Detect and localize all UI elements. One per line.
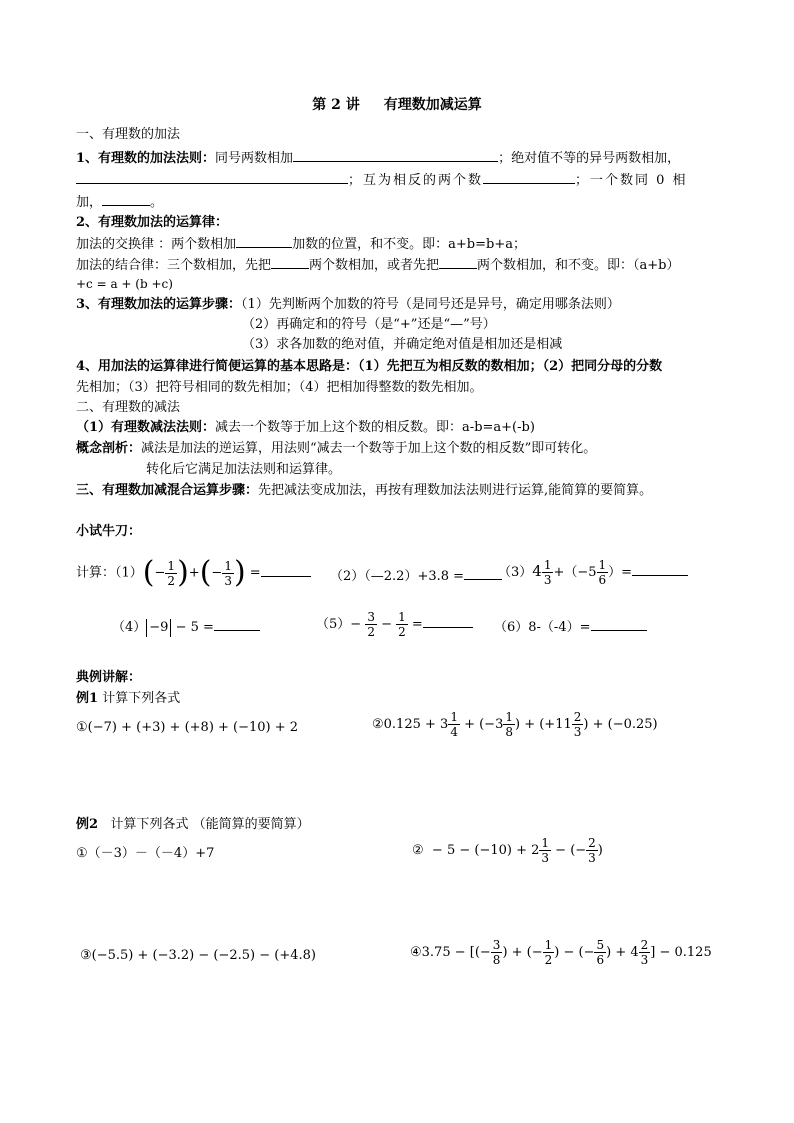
problem-number: （3） [498, 565, 533, 580]
lecture-number: 第 2 讲 [312, 97, 360, 113]
step-3: （3）求各加数的绝对值，并确定绝对值是相加还是相减 [242, 337, 563, 352]
rule-text: 。 [150, 195, 164, 210]
problem-text: （6）8-（-4）= [494, 620, 591, 635]
answer-blank[interactable] [76, 169, 348, 184]
rule-text: ；互为相反的两个数 [348, 173, 484, 188]
rule-text: ；绝对值不等的异号两数相加， [498, 151, 681, 166]
answer-blank[interactable] [102, 191, 150, 206]
rule-text: 同号两数相加 [215, 151, 294, 166]
mixed-operation-steps [76, 481, 652, 501]
example-2-heading [76, 815, 310, 835]
example-text: 计算下列各式 （能简算的要简算） [110, 817, 310, 832]
answer-blank[interactable] [591, 616, 647, 631]
rule-text: 加， [76, 195, 103, 210]
answer-blank[interactable] [464, 565, 502, 580]
subtraction-rule [76, 418, 535, 438]
example-2-question-2: ② − 5 − (−10) + 2 $\frac{1}{3}$ − (− $\frac{2}{3}$ ) [412, 836, 603, 865]
example-1-question-1: ①(−7) + (+3) + (+8) + (−10) + 2 [76, 720, 299, 735]
concept-analysis-2: 转化后它满足加法法则和运算律。 [146, 462, 342, 477]
practice-problem-4: （4） −9 − 5 = [112, 616, 260, 638]
example-label: 例2 [76, 817, 99, 832]
addition-rule-label: 1、有理数的加法法则： [76, 151, 216, 166]
example-label: 例1 [76, 691, 99, 706]
steps-label: 3、有理数加法的运算步骤： [76, 297, 242, 312]
practice-problem-3: （3）4 $\frac{1}{3}$ +（−5 $\frac{1}{6}$ ）= [498, 558, 688, 587]
answer-blank[interactable] [632, 561, 688, 576]
example-text: 计算下列各式 [102, 691, 181, 706]
answer-blank[interactable] [271, 254, 309, 269]
problem-number: （1） [115, 565, 143, 581]
example-2-question-3: ③(−5.5) + (−3.2) − (−2.5) − (+4.8) [80, 948, 316, 963]
addition-rule-line-3 [76, 191, 163, 213]
simplify-idea-1 [76, 357, 662, 377]
simplify-idea-2: 先相加；（3）把符号相同的数先相加；（4）把相加得整数的数先相加。 [76, 380, 483, 395]
answer-blank[interactable] [439, 254, 477, 269]
answer-blank[interactable] [293, 147, 498, 162]
answer-blank[interactable] [261, 562, 311, 577]
rule-text: 减去一个数等于加上这个数的相反数。即：a-b=a+(-b) [215, 420, 535, 435]
example-1-heading [76, 689, 180, 709]
practice-problem-2 [330, 565, 502, 587]
concept-analysis [76, 439, 596, 459]
example-2-question-1: ①（－3）－（－4）+7 [76, 846, 215, 861]
rule-text: ；一个数同 0 相 [575, 173, 688, 188]
problem-number: （4） [112, 620, 147, 635]
practice-row-1: 计算：（1）(− $\frac{1}{2}$ )+(− $\frac{1}{3}$ ) = [76, 558, 311, 588]
calc-label: 计算： [76, 565, 116, 581]
answer-blank[interactable] [236, 233, 292, 248]
concept-label: 概念剖析： [76, 441, 142, 456]
example-1-question-2: ②0.125 + 3 $\frac{1}{4}$ + (−3 $\frac{1}{8}$ ) + (+11 $\frac{2}{3}$ ) + (−0.25) [372, 710, 658, 739]
law-text: 加数的位置，和不变。即：a+b=b+a； [292, 237, 526, 252]
addition-steps [76, 295, 620, 315]
practice-problem-6 [494, 616, 647, 638]
addition-rule-line-2 [76, 169, 688, 191]
answer-blank[interactable] [423, 613, 473, 628]
subtraction-rule-label: （1）有理数减法法则： [76, 420, 216, 435]
fraction: $\frac{1}{3}$ [224, 558, 232, 588]
answer-blank[interactable] [214, 616, 260, 631]
lecture-topic: 有理数加减运算 [383, 97, 482, 113]
idea-text: 4、用加法的运算律进行简便运算的基本思路是：（1）先把互为相反数的数相加；（2）把同分母的分数 [76, 359, 663, 374]
mixed-steps-text: 先把减法变成加法，再按有理数加法法则进行运算,能简算的要简算。 [258, 483, 653, 498]
step-text: （1）先判断两个加数的符号（是同号还是异号，确定用哪条法则） [241, 297, 620, 312]
problem-text: （2）（—2.2）+3.8 = [330, 569, 465, 584]
fraction: $\frac{1}{2}$ [167, 558, 176, 588]
commutative-law [76, 233, 526, 255]
associative-law-formula: +c = a + (b +c) [76, 277, 173, 291]
law-text: 加法的交换律 ：两个数相加 [76, 237, 237, 252]
addition-laws-label: 2、有理数加法的运算律： [76, 215, 229, 230]
associative-law [76, 254, 680, 276]
addition-rule-line-1 [76, 147, 680, 169]
page-title [0, 94, 794, 114]
concept-text: 减法是加法的逆运算，用法则“减去一个数等于加上这个数的相反数”即可转化。 [141, 441, 597, 456]
step-2: （2）再确定和的符号（是“+”还是“—”号） [242, 317, 496, 332]
law-text: 加法的结合律：三个数相加，先把 [76, 258, 272, 273]
law-text: 两个数相加，和不变。即：（a+b） [477, 258, 680, 273]
answer-blank[interactable] [483, 169, 575, 184]
mixed-steps-label: 三、有理数加减混合运算步骤： [76, 483, 259, 498]
practice-heading: 小试牛刀： [76, 524, 142, 539]
problem-number: （5） [316, 617, 351, 632]
section-heading-addition: 一、有理数的加法 [76, 127, 181, 142]
practice-problem-5: （5）− $\frac{3}{2}$ − $\frac{1}{2}$ = [316, 610, 473, 639]
law-text: 两个数相加，或者先把 [309, 258, 440, 273]
section-heading-subtraction: 二、有理数的减法 [76, 400, 181, 415]
examples-heading: 典例讲解： [76, 670, 142, 685]
example-2-question-4: ④3.75 − [(− $\frac{3}{8}$ ) + (− $\frac{1}{2}$ ) − (− $\frac{5}{6}$ ) + 4 $\frac{2}{3}$ ] − 0.125 [410, 938, 712, 967]
